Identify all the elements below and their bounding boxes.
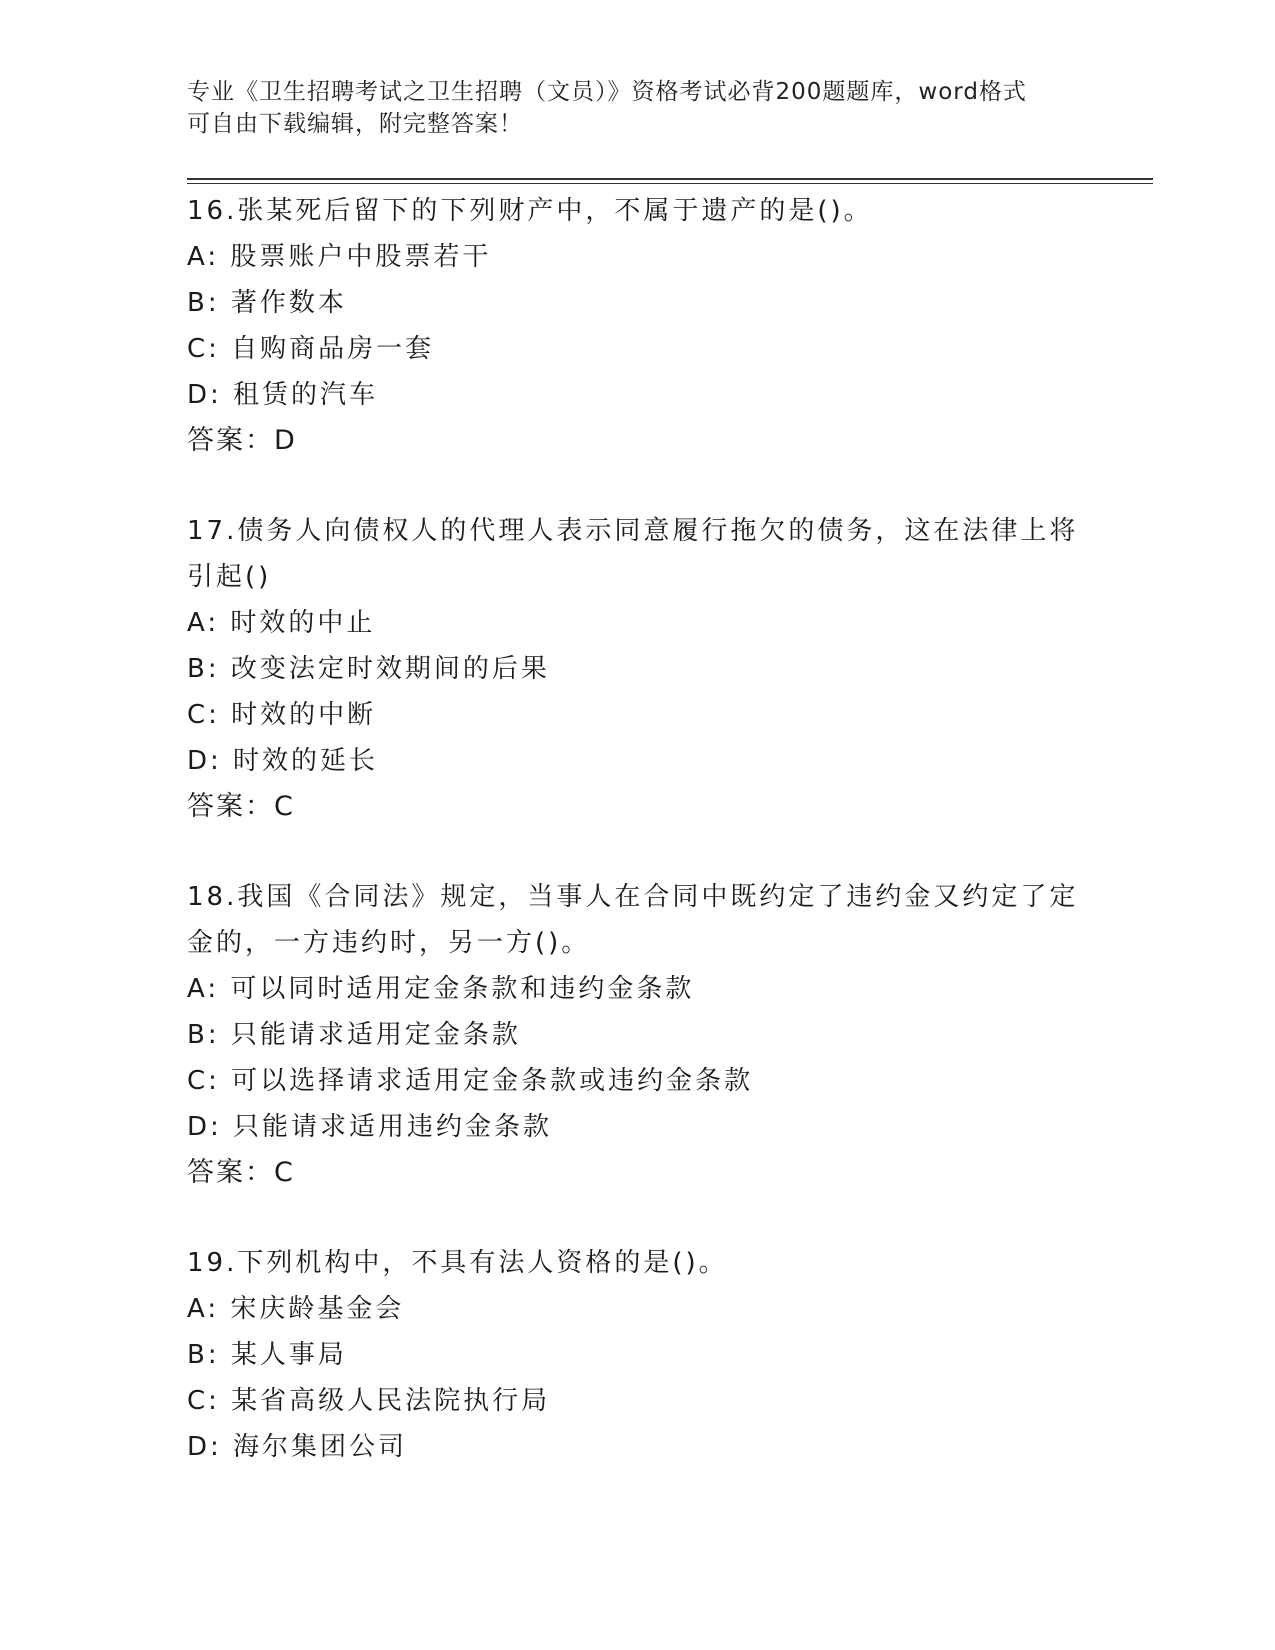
option-a: A: 可以同时适用定金条款和违约金条款 bbox=[187, 974, 695, 1004]
answer: 答案：C bbox=[187, 791, 295, 822]
header-line-2: 可自由下载编辑，附完整答案！ bbox=[187, 111, 523, 137]
question-19 bbox=[187, 1240, 1087, 1470]
option-c: C: 时效的中断 bbox=[187, 700, 377, 730]
option-d: D: 海尔集团公司 bbox=[187, 1432, 408, 1462]
option-b: B: 著作数本 bbox=[187, 288, 347, 318]
option-a: A: 宋庆龄基金会 bbox=[187, 1294, 405, 1324]
option-b: B: 某人事局 bbox=[187, 1340, 347, 1370]
option-a: A: 时效的中止 bbox=[187, 608, 376, 638]
question-stem: 16.张某死后留下的下列财产中，不属于遗产的是()。 bbox=[187, 196, 873, 226]
option-c: C: 某省高级人民法院执行局 bbox=[187, 1386, 551, 1416]
option-d: D: 只能请求适用违约金条款 bbox=[187, 1112, 553, 1142]
question-list bbox=[187, 188, 1087, 1470]
question-stem: 17.债务人向债权人的代理人表示同意履行拖欠的债务，这在法律上将引起() bbox=[187, 516, 1079, 592]
question-16 bbox=[187, 188, 1087, 464]
option-a: A: 股票账户中股票若干 bbox=[187, 242, 492, 272]
answer: 答案：D bbox=[187, 425, 297, 456]
option-b: B: 改变法定时效期间的后果 bbox=[187, 654, 550, 684]
header-divider bbox=[187, 178, 1153, 184]
header-line-1: 专业《卫生招聘考试之卫生招聘（文员）》资格考试必背200题题库，word格式 bbox=[187, 79, 1027, 105]
question-stem: 19.下列机构中，不具有法人资格的是()。 bbox=[187, 1248, 728, 1278]
question-18 bbox=[187, 874, 1087, 1196]
option-d: D: 时效的延长 bbox=[187, 746, 379, 776]
answer: 答案：C bbox=[187, 1157, 295, 1188]
option-c: C: 自购商品房一套 bbox=[187, 334, 435, 364]
option-c: C: 可以选择请求适用定金条款或违约金条款 bbox=[187, 1066, 754, 1096]
question-stem: 18.我国《合同法》规定，当事人在合同中既约定了违约金又约定了定金的，一方违约时，另一方()。 bbox=[187, 882, 1079, 958]
question-17 bbox=[187, 508, 1087, 830]
option-d: D: 租赁的汽车 bbox=[187, 380, 379, 410]
option-b: B: 只能请求适用定金条款 bbox=[187, 1020, 521, 1050]
page-header bbox=[187, 76, 1087, 140]
